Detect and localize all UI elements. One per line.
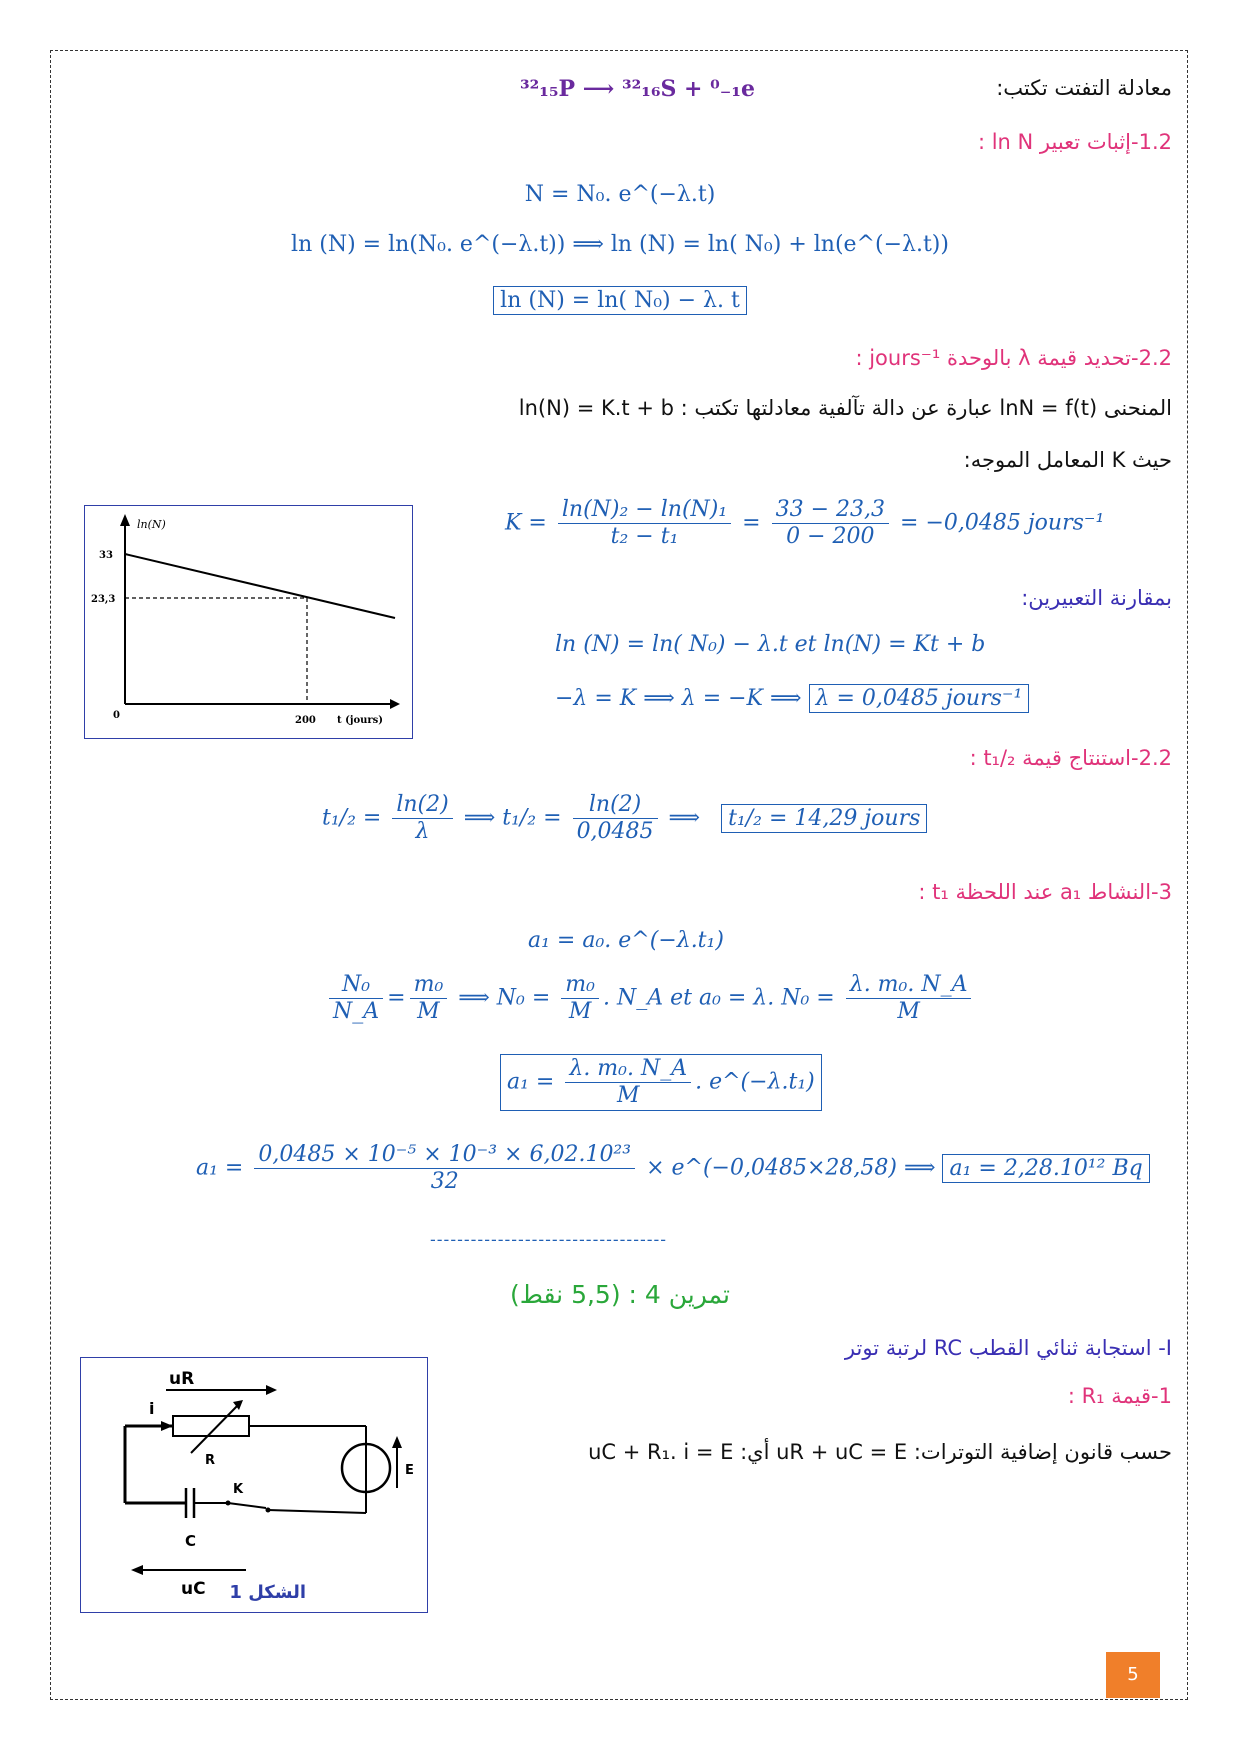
- boxed-activity-value: a₁ = 2,28.10¹² Bq: [942, 1154, 1149, 1183]
- r1-title: 1-قيمة R₁ :: [1067, 1384, 1172, 1408]
- boxed-half-life: t₁/₂ = 14,29 jours: [721, 804, 927, 833]
- ln-n-graph-svg: [85, 506, 412, 738]
- section-2-2-title: 2.2-تحديد قيمة λ بالوحدة jours⁻¹ :: [855, 346, 1172, 370]
- boxed-lambda: λ = 0,0485 jours⁻¹: [809, 684, 1030, 713]
- graph-xlabel: t (jours): [337, 715, 384, 726]
- activity-numeric: a₁ = $\frac{\text{0,0485 × 10⁻⁵ × 10⁻³ × 6,02.10²³}}{32}$ × e^(−0,0485×28,58) ⟹ a₁ = 2,28.10¹² Bq: [196, 1142, 1150, 1195]
- graph-tick-200: 200: [295, 715, 316, 726]
- n0-equation: $\frac{\text{N₀}}{N\_A}$ = $\frac{\text{m₀}}{M}$ ⟹ N₀ = $\frac{\text{m₀}}{M}$ . N_A et a₀ = λ. N₀ = $\frac{\text{λ. m₀. N\_A}}{M}$: [325, 972, 975, 1025]
- section-3-title: 3-النشاط a₁ عند اللحظة t₁ :: [918, 880, 1172, 904]
- kirchhoff-line: حسب قانون إضافية التوترات: uR + uC = E أي: uC + R₁. i = E: [588, 1440, 1172, 1464]
- label-i: i: [149, 1399, 155, 1418]
- half-life-equation: t₁/₂ = $\frac{\ln(2)}{\lambda}$ ⟹ t₁/₂ = $\frac{\ln(2)}{0,0485}$ ⟹ t₁/₂ = 14,29 jours: [322, 792, 927, 845]
- graph-tick-33: 33: [99, 550, 113, 561]
- label-R: R: [205, 1453, 216, 1468]
- label-C: C: [185, 1532, 197, 1550]
- eq-ln-expansion: ln (N) = ln(N₀. e^(−λ.t)) ⟹ ln (N) = ln( N₀) + ln(e^(−λ.t)): [291, 232, 949, 257]
- eq-n-decay: N = N₀. e^(−λ.t): [524, 182, 716, 207]
- ln-n-line: [125, 554, 395, 618]
- ln-n-graph: [84, 505, 413, 739]
- boxed-ln-result: ln (N) = ln( N₀) − λ. t: [493, 286, 747, 315]
- label-K: K: [233, 1482, 244, 1497]
- graph-tick-0: 0: [113, 710, 120, 721]
- label-uC: uC: [181, 1579, 206, 1599]
- k-equation: K = $\frac{\text{ln(N)₂ − ln(N)₁}}{\text{t₂ − t₁}}$ = $\frac{33 - 23,3}{0 - 200}$ = −0,0485 jours⁻¹: [505, 497, 1105, 549]
- decay-equation: ³²₁₅P ⟶ ³²₁₆S + ⁰₋₁e: [520, 76, 756, 102]
- boxed-activity-formula: a₁ = $\frac{\text{λ. m₀. N\_A}}{M}$ . e^(−λ.t₁): [500, 1054, 822, 1111]
- rc-circuit-svg: [81, 1358, 427, 1612]
- label-uR: uR: [169, 1369, 195, 1389]
- activity-equation: a₁ = a₀. e^(−λ.t₁): [528, 928, 724, 953]
- page-number: 5: [1106, 1652, 1160, 1698]
- section-half-life-title: 2.2-استنتاج قيمة t₁/₂ :: [969, 746, 1172, 770]
- compare-label: بمقارنة التعبيرين:: [1021, 586, 1172, 610]
- section-1-2-title: 1.2-إثبات تعبير ln N :: [977, 130, 1172, 154]
- compare-equations: ln (N) = ln( N₀) − λ.t et ln(N) = Kt + b: [555, 632, 986, 657]
- label-E: E: [405, 1463, 414, 1478]
- graph-tick-23-3: 23,3: [91, 594, 116, 605]
- part-I-title: I- استجابة ثنائي القطب RC لرتبة توتر: [844, 1336, 1172, 1360]
- separator: -----------------------------------: [430, 1230, 668, 1249]
- rc-circuit-figure: [80, 1357, 428, 1613]
- exercise-title: تمرين 4 : (5,5 نقط): [510, 1280, 730, 1309]
- decay-label: معادلة التفتت تكتب:: [996, 76, 1172, 100]
- lambda-equation: −λ = K ⟹ λ = −K ⟹ λ = 0,0485 jours⁻¹: [555, 684, 1029, 713]
- figure-caption: الشكل 1: [229, 1582, 306, 1603]
- graph-ylabel: ln(N): [137, 518, 166, 531]
- affine-function-line: المنحنى lnN = f(t) عبارة عن دالة تآلفية معادلتها تكتب : ln(N) = K.t + b: [518, 396, 1172, 420]
- slope-definition-line: حيث K المعامل الموجه:: [963, 448, 1172, 472]
